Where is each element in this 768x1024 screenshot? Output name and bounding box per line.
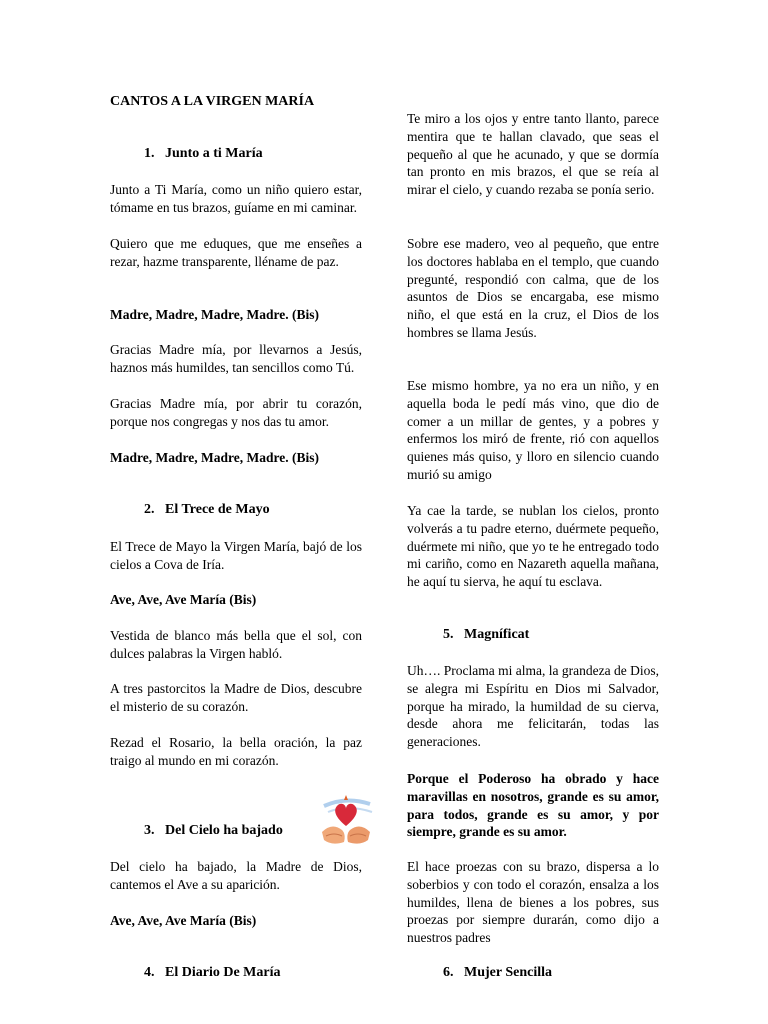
song-5-heading <box>443 627 529 643</box>
song-5-verse-1: Uh…. Proclama mi alma, la grandeza de Dios, se alegra mi Espíritu en Dios mi Salvador, porque ha mirado, la humildad de su cierva, desde ahora me felicitarán, todas las generaciones. <box>407 663 659 750</box>
sacred-heart-hands-icon <box>318 792 374 848</box>
song-4-verse-2: Sobre ese madero, veo al pequeño, que entre los doctores hablaba en el templo, que cuando pregunté, respondió con calma, que de los asuntos de Dios se encargaba, ese mismo niño, el que está en la cruz, el Dios de los hombres se llama Jesús. <box>407 236 659 340</box>
song-4-title: El Diario De María <box>165 965 281 980</box>
song-1-title: Junto a ti María <box>165 146 263 161</box>
song-4-verse-4: Ya cae la tarde, se nublan los cielos, pronto volverás a tu padre eterno, duérmete pequeño, duérmete mi niño, que yo te he entregado todo mi cariño, como en Nazareth aquella mañana, he aquí tu sierva, he aquí tu esclava. <box>407 503 659 590</box>
song-4-number: 4. <box>144 965 155 980</box>
song-2-verse-1: El Trece de Mayo la Virgen María, bajó de los cielos a Cova de Iría. <box>110 539 362 572</box>
song-1-verse-2: Quiero que me eduques, que me enseñes a rezar, hazme transparente, lléname de paz. <box>110 236 362 269</box>
song-6-number: 6. <box>443 965 454 980</box>
song-6-title: Mujer Sencilla <box>464 965 553 980</box>
song-3-title: Del Cielo ha bajado <box>165 823 283 838</box>
song-2-verse-2: Vestida de blanco más bella que el sol, con dulces palabras la Virgen habló. <box>110 628 362 661</box>
song-5-title: Magníficat <box>464 627 530 642</box>
song-4-verse-3: Ese mismo hombre, ya no era un niño, y en aquella boda le pedí más vino, que dio de comer a un millar de gentes, y a pobres y enfermos los miró de frente, rió con aquellos quienes más quiso, y lloro en silencio cuando murió su amigo <box>407 378 659 482</box>
song-3-number: 3. <box>144 823 155 838</box>
song-5-number: 5. <box>443 627 454 642</box>
song-1-heading <box>144 146 263 162</box>
song-1-number: 1. <box>144 146 155 161</box>
song-1-chorus-2: Madre, Madre, Madre, Madre. (Bis) <box>110 450 319 465</box>
song-5-verse-2: El hace proezas con su brazo, dispersa a lo soberbios y con todo el corazón, ensalza a los humildes, llena de bienes a los pobres, sus proezas por siempre durarán, como dijo a nuestros padres <box>407 859 659 946</box>
document-title: CANTOS A LA VIRGEN MARÍA <box>110 94 315 109</box>
song-2-title: El Trece de Mayo <box>165 502 270 517</box>
song-4-heading <box>144 965 280 981</box>
song-1-verse-1: Junto a Ti María, como un niño quiero estar, tómame en tus brazos, guíame en mi caminar. <box>110 182 362 215</box>
song-2-verse-4: Rezad el Rosario, la bella oración, la paz traigo al mundo en mi corazón. <box>110 735 362 768</box>
song-3-verse-1: Del cielo ha bajado, la Madre de Dios, cantemos el Ave a su aparición. <box>110 859 362 892</box>
song-5-chorus: Porque el Poderoso ha obrado y hace maravillas en nosotros, grande es su amor, para todos, grande es su amor, y por siempre, grande es su amor. <box>407 771 659 840</box>
song-1-verse-3: Gracias Madre mía, por llevarnos a Jesús, haznos más humildes, tan sencillos como Tú. <box>110 342 362 375</box>
song-1-verse-4: Gracias Madre mía, por abrir tu corazón, porque nos congregas y nos das tu amor. <box>110 396 362 429</box>
song-3-heading <box>144 823 283 839</box>
song-2-heading <box>144 502 270 518</box>
song-3-chorus: Ave, Ave, Ave María (Bis) <box>110 913 257 928</box>
song-2-verse-3: A tres pastorcitos la Madre de Dios, descubre el misterio de su corazón. <box>110 681 362 714</box>
song-2-number: 2. <box>144 502 155 517</box>
song-6-heading <box>443 965 552 981</box>
song-1-chorus: Madre, Madre, Madre, Madre. (Bis) <box>110 307 319 322</box>
song-2-chorus: Ave, Ave, Ave María (Bis) <box>110 592 257 607</box>
song-4-verse-1: Te miro a los ojos y entre tanto llanto, parece mentira que te hallan clavado, que seas el pequeño al que he acunado, y que se dormía tan pronto en mis brazos, el que se reía al mirar el cielo, y cuando rezaba se ponía serio. <box>407 111 659 198</box>
